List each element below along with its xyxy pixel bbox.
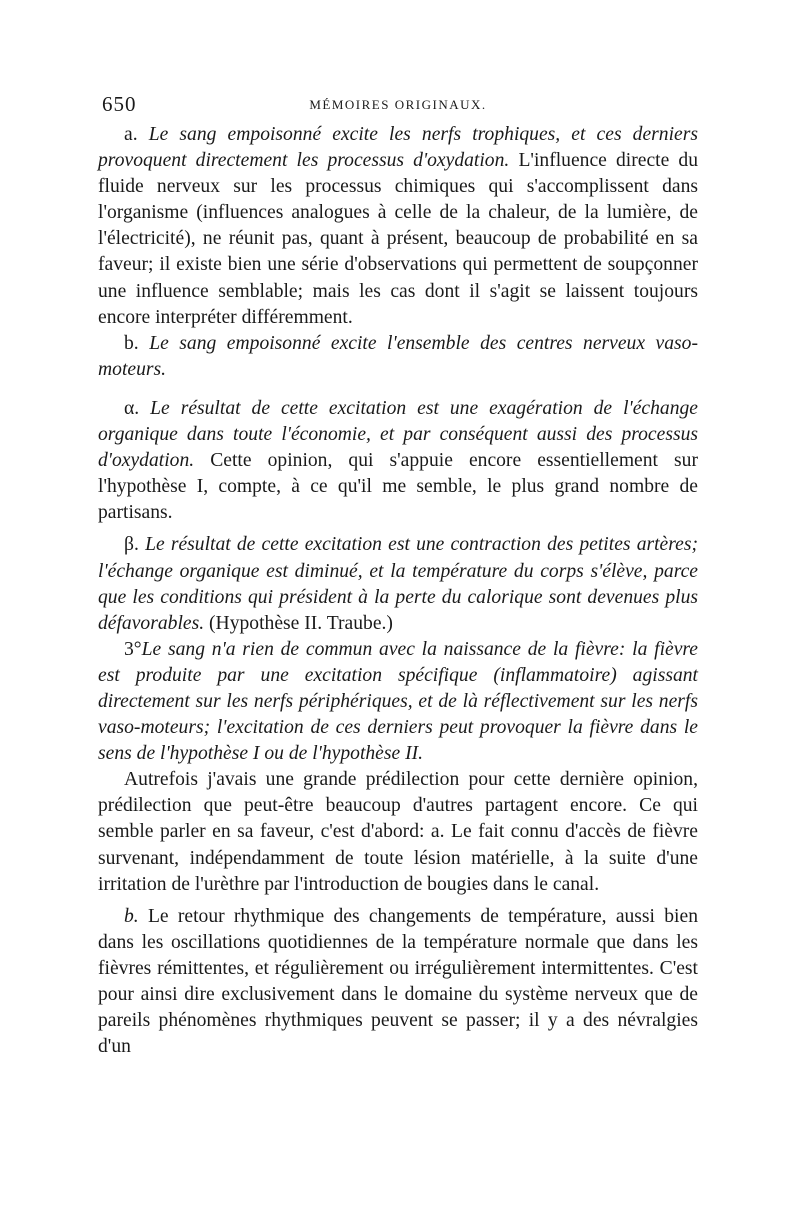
item-label: β. <box>124 534 139 556</box>
paragraph-text: L'influence directe du fluide nerveux sur les processus chimiques qui s'accomplissent dans l'organisme (influences analogues à celle de la chaleur, de la lumière, de l'électricité), ne réunit pas, quant à présent, beaucoup de probabilité en sa faveur; il existe bien une série d'observations qui permettent de soupçonner une influence semblable; mais les cas dont il s'agit se laissent toujours encore interpréter différemment. <box>98 150 699 328</box>
page-header <box>98 92 698 122</box>
body-text <box>98 122 698 1060</box>
paragraph-autrefois <box>98 767 698 897</box>
paragraph-a <box>98 122 698 331</box>
paragraph-beta <box>98 532 698 636</box>
running-title: MÉMOIRES ORIGINAUX. <box>309 97 487 112</box>
italic-proposition: Le sang empoisonné excite les nerfs trophiques, et ces derniers provoquent directement les processus d'oxydation. <box>98 124 698 172</box>
italic-proposition: Le résultat de cette excitation est une contraction des petites artères; l'échange organique est diminué, et la température du corps s'élève, parce que les conditions qui président à la perte du calorique sont devenues plus défavorables. <box>98 534 698 634</box>
paragraph-3 <box>98 637 698 767</box>
item-label: b. <box>124 332 139 354</box>
item-label: 3° <box>124 638 142 660</box>
italic-proposition: Le sang empoisonné excite l'ensemble des centres nerveux vaso-moteurs. <box>98 332 698 380</box>
item-label: a. <box>124 124 138 145</box>
paragraph-text: Cette opinion, qui s'appuie encore essentiellement sur l'hypothèse I, compte, à ce qu'il me semble, le plus grand nombre de partisans. <box>98 450 698 524</box>
paragraph-text: (Hypothèse II. Traube.) <box>204 612 393 634</box>
paragraph-alpha <box>98 396 698 526</box>
page <box>98 92 698 1060</box>
paragraph-b-rhythm <box>98 904 698 1061</box>
paragraph-text: Le retour rhythmique des changements de température, aussi bien dans les oscillations quotidiennes de la température normale que dans les fièvres rémittentes, et régulièrement ou irrégulièrement intermittentes. C'est pour ainsi dire exclusivement dans le domaine du système nerveux que de pareils phénomènes rhythmiques peuvent se passer; il y a des névralgies d'un <box>98 905 698 1058</box>
italic-proposition: Le résultat de cette excitation est une exagération de l'échange organique dans toute l'économie, et par conséquent aussi des processus d'oxydation. <box>98 397 699 472</box>
item-label: b. <box>124 905 139 927</box>
italic-proposition: Le sang n'a rien de commun avec la naissance de la fièvre: la fièvre est produite par une excitation spécifique (inflammatoire) agissant directement sur les nerfs périphériques, et de là réflectivement sur les nerfs vaso-moteurs; l'excitation de ces derniers peut provoquer la fièvre dans le sens de l'hypothèse I ou de l'hypothèse II. <box>98 638 698 765</box>
item-label: α. <box>124 397 140 419</box>
paragraph-b <box>98 331 698 383</box>
paragraph-text: Autrefois j'avais une grande prédilection pour cette dernière opinion, prédilection que peut-être beaucoup d'autres partagent encore. Ce qui semble parler en sa faveur, c'est d'abord: a. Le fait connu d'accès de fièvre survenant, indépendamment de toute lésion matérielle, à la suite d'une irritation de l'urèthre par l'introduction de bougies dans le canal. <box>98 769 698 895</box>
page-number: 650 <box>102 92 137 116</box>
